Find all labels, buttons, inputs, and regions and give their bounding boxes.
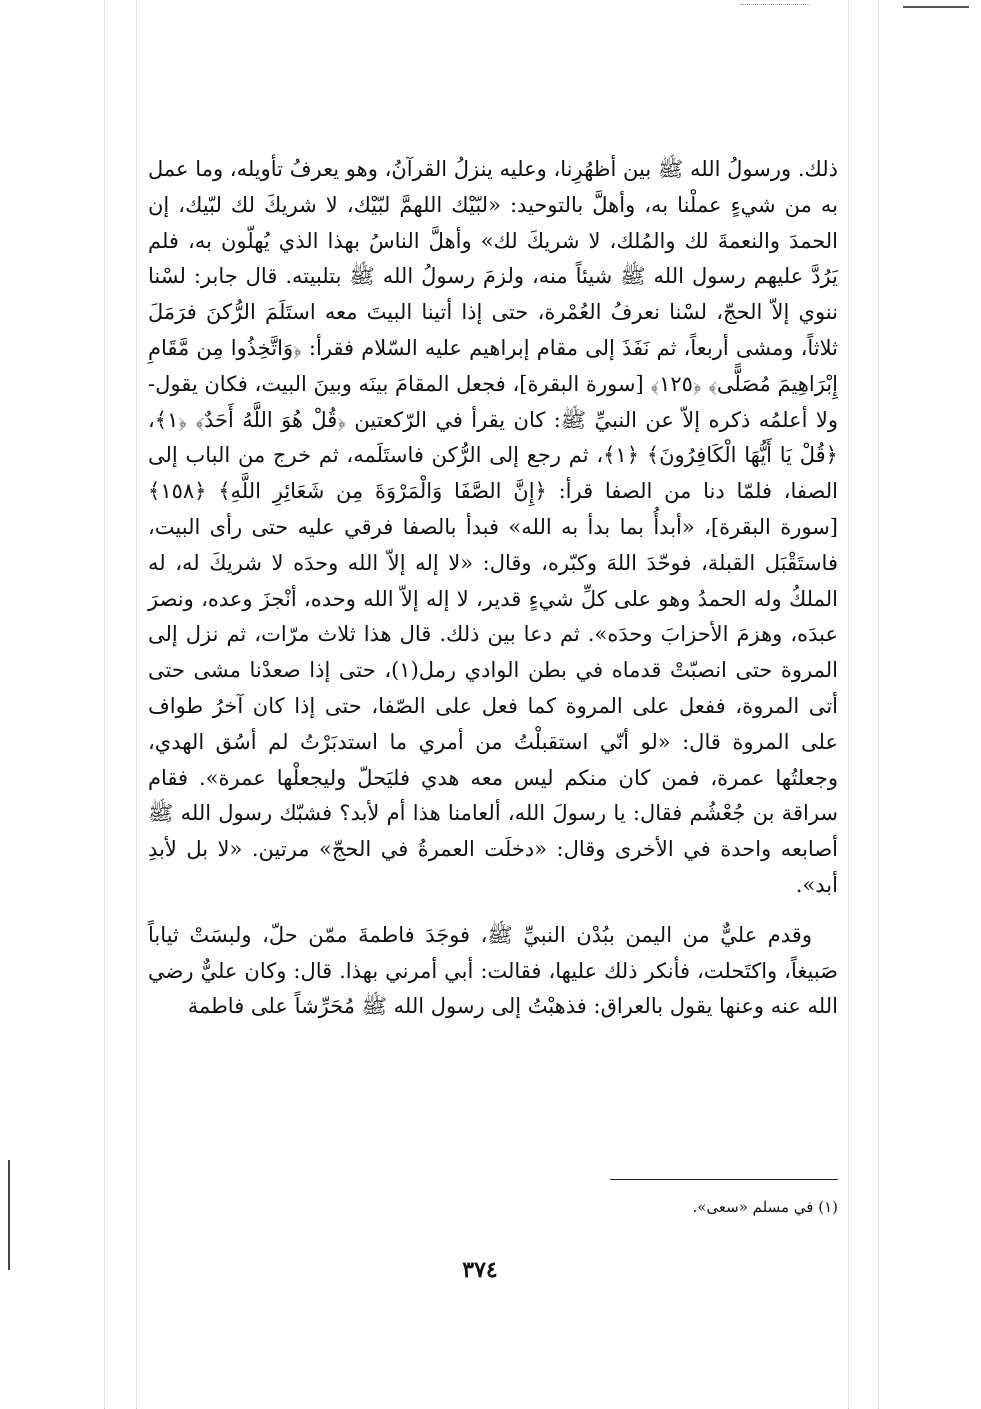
- body-text: [148, 152, 838, 1025]
- scan-guide-line: [848, 0, 849, 1409]
- page-number: ٣٧٤: [462, 1257, 498, 1283]
- scan-guide-line: [878, 0, 879, 1409]
- footnote: (١) في مسلم «سعى».: [692, 1198, 838, 1216]
- scan-edge-mark: [8, 1160, 10, 1270]
- paragraph: وقدم عليٌّ من اليمن ببُدْن النبيِّ ﷺ، فوجَدَ فاطمةَ ممّن حلّ، ولبسَتْ ثياباً صَبيغاً، واكتَحلت، فأنكر ذلك عليها، فقالت: أبي أمرني بهذا. قال: وكان عليٌّ رضي الله عنه وعنها يقول بالعراق: فذهبْتُ إلى رسول الله ﷺ مُحَرِّشاً على فاطمة: [148, 922, 838, 1019]
- scan-guide-line: [740, 4, 810, 5]
- scan-guide-line: [136, 0, 137, 1409]
- scan-guide-line: [104, 0, 105, 1409]
- footnote-separator: [610, 1179, 838, 1180]
- paragraph: ذلك. ورسولُ الله ﷺ بين أظهُرِنا، وعليه ينزلُ القرآنُ، وهو يعرفُ تأويله، وما عمل به من شيءٍ عملْنا به، وأهلَّ بالتوحيد: «لبّيْك اللهمَّ لبّيْك، لا شريكَ لك لبّيك، إن الحمدَ والنعمةَ لك والمُلك، لا شريكَ لك» وأهلَّ الناسُ بهذا الذي يُهلّون به، فلم يَرُدَّ عليهم رسول الله ﷺ شيئاً منه، ولزمَ رسولُ الله ﷺ بتلبيته. قال جابر: لسْنا ننوي إلاّ الحجّ، لسْنا نعرفُ العُمْرة، حتى إذا أتينا البيتَ معه استَلَمَ الرُّكنَ فرَمَلَ ثلاثاً، ومشى أربعاً، ثم نَفَذَ إلى مقام إبراهيم عليه السّلام فقرأ: ﴿وَاتَّخِذُوا مِن مَّقَامِ إِبْرَاهِيمَ مُصَلًّى﴾ ﴿١٢٥﴾ [سورة البقرة]، فجعل المقامَ بينَه وبينَ البيت، فكان يقول- ولا أعلمُه ذكره إلاّ عن النبيِّ ﷺ: كان يقرأ في الرّكعتين ﴿قُلْ هُوَ اللَّهُ أَحَدٌ﴾ ﴿١﴾، ﴿قُلْ يَا أَيُّهَا الْكَافِرُونَ﴾ ﴿١﴾، ثم رجع إلى الرُّكن فاستَلَمه، ثم خرج من الباب إلى الصفا، فلمّا دنا من الصفا قرأ: ﴿إِنَّ الصَّفَا وَالْمَرْوَةَ مِن شَعَائِرِ اللَّهِ﴾ ﴿١٥٨﴾ [سورة البقرة]، «أبدأُ بما بدأ به الله» فبدأ بالصفا فرقي عليه حتى رأى البيت، فاستَقْبَل القبلة، فوحّدَ اللهَ وكبّره، وقال: «لا إله إلاّ الله وحدَه لا شريكَ له، له الملكُ وله الحمدُ وهو على كلِّ شيءٍ قدير، لا إله إلاّ الله وحده، أنْجزَ وعده، ونصرَ عبدَه، وهزمَ الأحزابَ وحدَه». ثم دعا بين ذلك. قال هذا ثلاث مرّات، ثم نزل إلى المروة حتى انصبّتْ قدماه في بطن الوادي رمل(١)، حتى إذا صعدْنا مشى حتى أتى المروة، ففعل على المروة كما فعل على الصّفا، حتى إذا كان آخرُ طواف على المروة قال: «لو أنّي استقبلْتُ من أمري ما استدبَرْتُ لم أسُق الهدي، وجعلتُها عمرة، فمن كان منكم ليس معه هدي فليَحلّ وليجعلْها عمرة». فقام سراقة بن جُعْشُم فقال: يا رسولَ الله، ألعامنا هذا أم لأبد؟ فشبّك رسول الله ﷺ أصابعه واحدة في الأخرى وقال: «دخلَت العمرةُ في الحجّ» مرتين. «لا بل لأبدِ أبد».: [148, 157, 838, 897]
- scan-corner-mark: [903, 6, 969, 8]
